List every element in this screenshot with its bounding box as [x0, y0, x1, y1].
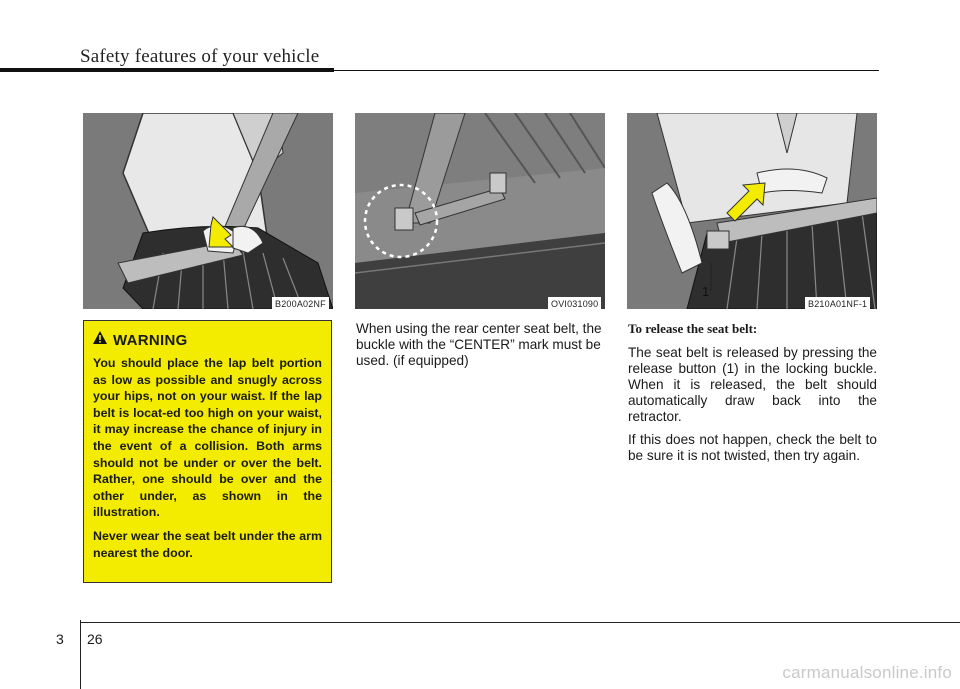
figure-code: B210A01NF-1 — [805, 297, 870, 311]
chapter-number: 3 — [56, 631, 64, 647]
release-paragraph: The seat belt is released by pressing the release button (1) in the locking buckle. When it is released, the belt should automatically draw back into the retractor. — [628, 345, 877, 424]
release-heading: To release the seat belt: — [628, 321, 758, 336]
belt-release-figure — [627, 113, 877, 309]
rear-center-seat-belt-illustration — [355, 113, 605, 309]
warning-triangle-icon — [93, 331, 107, 349]
figure-code: B200A02NF — [272, 297, 329, 311]
header-rule — [0, 68, 334, 72]
warning-title: WARNING — [113, 331, 188, 349]
warning-paragraph: You should place the lap belt portion as low as possible and snugly across your hips, not on your waist. If the lap belt is locat-ed too high on your waist, it may increase the chance of injury in the event of a collision. Both arms should not be under or over the belt. Rather, one should be over and the other under, as shown in the illustration. — [93, 356, 322, 520]
center-belt-text: When using the rear center seat belt, the buckle with the “CENTER” mark must be used. (if equipped) — [356, 321, 602, 368]
callout-number: 1 — [702, 284, 710, 299]
lap-belt-illustration — [83, 113, 333, 309]
page-number: 26 — [87, 631, 103, 647]
belt-release-illustration — [627, 113, 877, 309]
figure-code: OVI031090 — [548, 297, 601, 311]
warning-paragraph: Never wear the seat belt under the arm nearest the door. — [93, 528, 322, 560]
footer-divider — [80, 620, 81, 689]
release-column — [628, 321, 877, 471]
lap-belt-figure — [83, 113, 333, 309]
rear-center-belt-figure — [355, 113, 605, 309]
footer-rule — [80, 622, 960, 623]
warning-box — [83, 320, 332, 583]
page-header-title: Safety features of your vehicle — [80, 46, 320, 67]
header-rule-thin — [334, 70, 879, 71]
release-paragraph: If this does not happen, check the belt to be sure it is not twisted, then try again. — [628, 432, 877, 463]
watermark: carmanualsonline.info — [782, 663, 952, 682]
center-belt-column — [356, 321, 605, 376]
